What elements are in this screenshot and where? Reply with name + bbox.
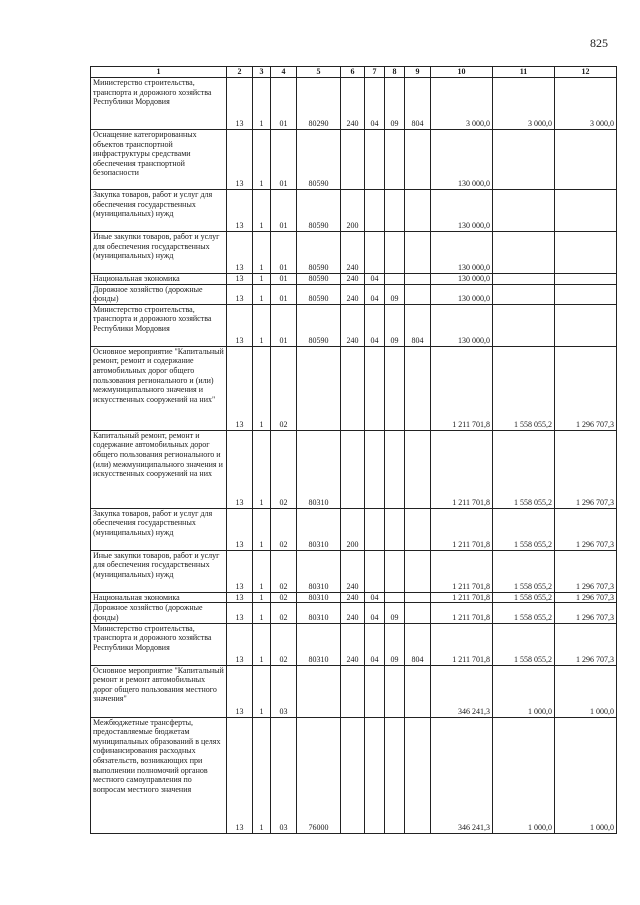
table-cell-col-9 bbox=[405, 603, 431, 623]
row-name-cell: Межбюджетные трансферты, предоставляемые бюджетам муниципальных образований в целях софинансирования расходных обязательств, возникающих при выполнении полномочий органов местного самоуправления по вопросам местного значения bbox=[91, 717, 227, 833]
table-cell-col-9 bbox=[405, 665, 431, 717]
table-cell-col-5 bbox=[297, 346, 341, 430]
table-cell-col-8: 09 bbox=[385, 304, 405, 346]
table-cell-col-2: 13 bbox=[227, 550, 253, 592]
table-cell-col-10: 130 000,0 bbox=[431, 130, 493, 190]
table-cell-col-10: 1 211 701,8 bbox=[431, 508, 493, 550]
column-header-2: 2 bbox=[227, 67, 253, 78]
table-cell-col-7: 04 bbox=[365, 284, 385, 304]
table-cell-col-11: 1 000,0 bbox=[493, 717, 555, 833]
table-cell-col-3: 1 bbox=[253, 603, 271, 623]
table-cell-col-10: 1 211 701,8 bbox=[431, 550, 493, 592]
table-cell-col-2: 13 bbox=[227, 508, 253, 550]
table-cell-col-6: 240 bbox=[341, 78, 365, 130]
table-cell-col-4: 02 bbox=[271, 623, 297, 665]
column-header-7: 7 bbox=[365, 67, 385, 78]
table-cell-col-3: 1 bbox=[253, 665, 271, 717]
column-header-10: 10 bbox=[431, 67, 493, 78]
table-cell-col-9: 804 bbox=[405, 78, 431, 130]
table-cell-col-4: 01 bbox=[271, 304, 297, 346]
table-cell-col-6: 240 bbox=[341, 592, 365, 603]
table-cell-col-12 bbox=[555, 304, 617, 346]
table-row bbox=[91, 274, 617, 285]
table-row bbox=[91, 623, 617, 665]
table-cell-col-8 bbox=[385, 717, 405, 833]
table-cell-col-10: 346 241,3 bbox=[431, 717, 493, 833]
table-cell-col-3: 1 bbox=[253, 190, 271, 232]
table-cell-col-6: 240 bbox=[341, 274, 365, 285]
table-cell-col-12: 1 296 707,3 bbox=[555, 592, 617, 603]
table-cell-col-3: 1 bbox=[253, 430, 271, 508]
table-cell-col-5: 80590 bbox=[297, 190, 341, 232]
table-cell-col-8 bbox=[385, 190, 405, 232]
table-cell-col-7: 04 bbox=[365, 592, 385, 603]
table-cell-col-5: 80310 bbox=[297, 592, 341, 603]
table-cell-col-10: 130 000,0 bbox=[431, 274, 493, 285]
table-cell-col-9 bbox=[405, 550, 431, 592]
table-cell-col-9 bbox=[405, 430, 431, 508]
table-cell-col-11: 1 558 055,2 bbox=[493, 550, 555, 592]
table-cell-col-6: 200 bbox=[341, 190, 365, 232]
table-cell-col-12: 1 000,0 bbox=[555, 717, 617, 833]
table-cell-col-7 bbox=[365, 717, 385, 833]
row-name-cell: Основное мероприятие "Капитальный ремонт и ремонт автомобильных дорог общего пользования местного значения" bbox=[91, 665, 227, 717]
table-cell-col-10: 1 211 701,8 bbox=[431, 603, 493, 623]
table-cell-col-3: 1 bbox=[253, 346, 271, 430]
table-row bbox=[91, 665, 617, 717]
table-cell-col-2: 13 bbox=[227, 592, 253, 603]
table-cell-col-11 bbox=[493, 304, 555, 346]
table-cell-col-4: 01 bbox=[271, 274, 297, 285]
table-cell-col-5: 80310 bbox=[297, 508, 341, 550]
table-cell-col-9: 804 bbox=[405, 623, 431, 665]
table-cell-col-11: 1 558 055,2 bbox=[493, 603, 555, 623]
row-name-cell: Закупка товаров, работ и услуг для обеспечения государственных (муниципальных) нужд bbox=[91, 190, 227, 232]
table-cell-col-12: 1 296 707,3 bbox=[555, 346, 617, 430]
table-cell-col-5: 80310 bbox=[297, 430, 341, 508]
table-cell-col-2: 13 bbox=[227, 274, 253, 285]
table-cell-col-5: 80590 bbox=[297, 232, 341, 274]
table-cell-col-7 bbox=[365, 346, 385, 430]
table-cell-col-3: 1 bbox=[253, 304, 271, 346]
table-cell-col-10: 1 211 701,8 bbox=[431, 623, 493, 665]
table-cell-col-6 bbox=[341, 346, 365, 430]
table-cell-col-9 bbox=[405, 717, 431, 833]
row-name-cell: Капитальный ремонт, ремонт и содержание автомобильных дорог общего пользования регионального и (или) межмуниципального значения и искусственных сооружений на них bbox=[91, 430, 227, 508]
table-row bbox=[91, 592, 617, 603]
table-cell-col-6: 240 bbox=[341, 550, 365, 592]
table-cell-col-6: 240 bbox=[341, 284, 365, 304]
table-cell-col-4: 01 bbox=[271, 78, 297, 130]
table-cell-col-11 bbox=[493, 284, 555, 304]
table-row bbox=[91, 304, 617, 346]
table-cell-col-4: 01 bbox=[271, 284, 297, 304]
table-cell-col-9 bbox=[405, 232, 431, 274]
table-cell-col-2: 13 bbox=[227, 665, 253, 717]
row-name-cell: Иные закупки товаров, работ и услуг для обеспечения государственных (муниципальных) нужд bbox=[91, 550, 227, 592]
table-cell-col-3: 1 bbox=[253, 130, 271, 190]
table-cell-col-7: 04 bbox=[365, 623, 385, 665]
table-cell-col-4: 01 bbox=[271, 232, 297, 274]
table-cell-col-8 bbox=[385, 550, 405, 592]
table-cell-col-2: 13 bbox=[227, 232, 253, 274]
table-cell-col-7 bbox=[365, 550, 385, 592]
table-cell-col-9 bbox=[405, 274, 431, 285]
table-row bbox=[91, 346, 617, 430]
table-cell-col-11: 1 558 055,2 bbox=[493, 346, 555, 430]
table-cell-col-11: 3 000,0 bbox=[493, 78, 555, 130]
table-row bbox=[91, 284, 617, 304]
table-cell-col-11 bbox=[493, 130, 555, 190]
table-cell-col-7 bbox=[365, 190, 385, 232]
table-cell-col-10: 130 000,0 bbox=[431, 304, 493, 346]
table-row bbox=[91, 190, 617, 232]
table-cell-col-5: 80590 bbox=[297, 130, 341, 190]
table-cell-col-6: 200 bbox=[341, 508, 365, 550]
table-cell-col-8 bbox=[385, 232, 405, 274]
column-header-11: 11 bbox=[493, 67, 555, 78]
table-cell-col-11: 1 558 055,2 bbox=[493, 430, 555, 508]
table-cell-col-12: 3 000,0 bbox=[555, 78, 617, 130]
table-cell-col-3: 1 bbox=[253, 623, 271, 665]
table-cell-col-12 bbox=[555, 232, 617, 274]
table-cell-col-12 bbox=[555, 274, 617, 285]
table-cell-col-11 bbox=[493, 190, 555, 232]
row-name-cell: Национальная экономика bbox=[91, 592, 227, 603]
table-cell-col-3: 1 bbox=[253, 232, 271, 274]
table-cell-col-8 bbox=[385, 346, 405, 430]
table-cell-col-4: 02 bbox=[271, 550, 297, 592]
table-cell-col-8 bbox=[385, 430, 405, 508]
table-cell-col-9 bbox=[405, 592, 431, 603]
table-cell-col-3: 1 bbox=[253, 78, 271, 130]
table-cell-col-10: 130 000,0 bbox=[431, 190, 493, 232]
table-cell-col-11 bbox=[493, 274, 555, 285]
table-cell-col-4: 01 bbox=[271, 190, 297, 232]
table-cell-col-7: 04 bbox=[365, 78, 385, 130]
row-name-cell: Дорожное хозяйство (дорожные фонды) bbox=[91, 284, 227, 304]
row-name-cell: Дорожное хозяйство (дорожные фонды) bbox=[91, 603, 227, 623]
table-cell-col-3: 1 bbox=[253, 284, 271, 304]
table-cell-col-7: 04 bbox=[365, 274, 385, 285]
table-cell-col-10: 346 241,3 bbox=[431, 665, 493, 717]
table-cell-col-8 bbox=[385, 130, 405, 190]
table-row bbox=[91, 130, 617, 190]
table-cell-col-12: 1 296 707,3 bbox=[555, 430, 617, 508]
table-cell-col-4: 02 bbox=[271, 592, 297, 603]
table-cell-col-6 bbox=[341, 130, 365, 190]
row-name-cell: Министерство строительства, транспорта и дорожного хозяйства Республики Мордовия bbox=[91, 623, 227, 665]
table-cell-col-4: 02 bbox=[271, 430, 297, 508]
table-cell-col-12: 1 000,0 bbox=[555, 665, 617, 717]
table-row bbox=[91, 78, 617, 130]
table-cell-col-11: 1 558 055,2 bbox=[493, 592, 555, 603]
table-cell-col-2: 13 bbox=[227, 717, 253, 833]
table-cell-col-5 bbox=[297, 665, 341, 717]
table-cell-col-7 bbox=[365, 430, 385, 508]
table-cell-col-10: 130 000,0 bbox=[431, 232, 493, 274]
table-cell-col-9 bbox=[405, 284, 431, 304]
table-cell-col-9: 804 bbox=[405, 304, 431, 346]
table-cell-col-5: 80590 bbox=[297, 284, 341, 304]
column-header-12: 12 bbox=[555, 67, 617, 78]
row-name-cell: Основное мероприятие "Капитальный ремонт, ремонт и содержание автомобильных дорог общего пользования регионального и (или) межмуниципального значения и искусственных сооружений на них" bbox=[91, 346, 227, 430]
table-cell-col-7: 04 bbox=[365, 603, 385, 623]
row-name-cell: Закупка товаров, работ и услуг для обеспечения государственных (муниципальных) нужд bbox=[91, 508, 227, 550]
table-cell-col-2: 13 bbox=[227, 78, 253, 130]
table-cell-col-3: 1 bbox=[253, 508, 271, 550]
table-cell-col-8: 09 bbox=[385, 78, 405, 130]
table-cell-col-10: 3 000,0 bbox=[431, 78, 493, 130]
header-row bbox=[91, 67, 617, 78]
row-name-cell: Национальная экономика bbox=[91, 274, 227, 285]
row-name-cell: Оснащение категорированных объектов транспортной инфраструктуры средствами обеспечения транспортной безопасности bbox=[91, 130, 227, 190]
table-cell-col-5: 80310 bbox=[297, 550, 341, 592]
table-row bbox=[91, 232, 617, 274]
table-cell-col-4: 03 bbox=[271, 717, 297, 833]
table-cell-col-5: 80590 bbox=[297, 304, 341, 346]
table-cell-col-8 bbox=[385, 592, 405, 603]
row-name-cell: Иные закупки товаров, работ и услуг для обеспечения государственных (муниципальных) нужд bbox=[91, 232, 227, 274]
table-cell-col-6: 240 bbox=[341, 603, 365, 623]
table-cell-col-10: 130 000,0 bbox=[431, 284, 493, 304]
table-cell-col-5: 80590 bbox=[297, 274, 341, 285]
table-cell-col-5: 80310 bbox=[297, 603, 341, 623]
table-cell-col-2: 13 bbox=[227, 130, 253, 190]
table-cell-col-9 bbox=[405, 346, 431, 430]
table-cell-col-5: 80290 bbox=[297, 78, 341, 130]
table-row bbox=[91, 603, 617, 623]
table-cell-col-4: 02 bbox=[271, 508, 297, 550]
table-cell-col-4: 03 bbox=[271, 665, 297, 717]
table-cell-col-2: 13 bbox=[227, 603, 253, 623]
table-cell-col-8 bbox=[385, 665, 405, 717]
table-cell-col-10: 1 211 701,8 bbox=[431, 430, 493, 508]
table-cell-col-6 bbox=[341, 430, 365, 508]
table-cell-col-10: 1 211 701,8 bbox=[431, 592, 493, 603]
column-header-4: 4 bbox=[271, 67, 297, 78]
table-cell-col-9 bbox=[405, 508, 431, 550]
column-header-5: 5 bbox=[297, 67, 341, 78]
page-number: 825 bbox=[590, 36, 608, 50]
table-cell-col-8: 09 bbox=[385, 284, 405, 304]
row-name-cell: Министерство строительства, транспорта и дорожного хозяйства Республики Мордовия bbox=[91, 304, 227, 346]
table-cell-col-12 bbox=[555, 284, 617, 304]
table-cell-col-10: 1 211 701,8 bbox=[431, 346, 493, 430]
table-cell-col-2: 13 bbox=[227, 304, 253, 346]
column-header-1: 1 bbox=[91, 67, 227, 78]
table-cell-col-3: 1 bbox=[253, 592, 271, 603]
table-cell-col-4: 02 bbox=[271, 346, 297, 430]
table-cell-col-7 bbox=[365, 130, 385, 190]
table-cell-col-6 bbox=[341, 717, 365, 833]
table-cell-col-4: 02 bbox=[271, 603, 297, 623]
table-cell-col-11: 1 558 055,2 bbox=[493, 623, 555, 665]
table-cell-col-12: 1 296 707,3 bbox=[555, 623, 617, 665]
table-row bbox=[91, 717, 617, 833]
table-cell-col-11: 1 558 055,2 bbox=[493, 508, 555, 550]
table-row bbox=[91, 508, 617, 550]
table-cell-col-7: 04 bbox=[365, 304, 385, 346]
table-cell-col-11 bbox=[493, 232, 555, 274]
table-cell-col-7 bbox=[365, 508, 385, 550]
table-cell-col-8: 09 bbox=[385, 623, 405, 665]
table-cell-col-7 bbox=[365, 665, 385, 717]
table-cell-col-9 bbox=[405, 190, 431, 232]
table-row bbox=[91, 430, 617, 508]
table-row bbox=[91, 550, 617, 592]
budget-table bbox=[90, 66, 617, 834]
table-cell-col-4: 01 bbox=[271, 130, 297, 190]
table-cell-col-6: 240 bbox=[341, 304, 365, 346]
table-cell-col-8: 09 bbox=[385, 603, 405, 623]
table-cell-col-5: 80310 bbox=[297, 623, 341, 665]
table-cell-col-12 bbox=[555, 130, 617, 190]
row-name-cell: Министерство строительства, транспорта и дорожного хозяйства Республики Мордовия bbox=[91, 78, 227, 130]
table-cell-col-3: 1 bbox=[253, 274, 271, 285]
table-cell-col-11: 1 000,0 bbox=[493, 665, 555, 717]
column-header-9: 9 bbox=[405, 67, 431, 78]
table-cell-col-3: 1 bbox=[253, 550, 271, 592]
table-cell-col-7 bbox=[365, 232, 385, 274]
column-header-6: 6 bbox=[341, 67, 365, 78]
table-cell-col-8 bbox=[385, 508, 405, 550]
table-cell-col-12 bbox=[555, 190, 617, 232]
table-cell-col-2: 13 bbox=[227, 430, 253, 508]
column-header-8: 8 bbox=[385, 67, 405, 78]
table-cell-col-2: 13 bbox=[227, 284, 253, 304]
table-cell-col-9 bbox=[405, 130, 431, 190]
table-cell-col-12: 1 296 707,3 bbox=[555, 603, 617, 623]
table-cell-col-2: 13 bbox=[227, 623, 253, 665]
column-header-3: 3 bbox=[253, 67, 271, 78]
table-cell-col-5: 76000 bbox=[297, 717, 341, 833]
table-cell-col-2: 13 bbox=[227, 346, 253, 430]
table-cell-col-3: 1 bbox=[253, 717, 271, 833]
table-cell-col-6: 240 bbox=[341, 232, 365, 274]
table-cell-col-12: 1 296 707,3 bbox=[555, 550, 617, 592]
table-cell-col-6: 240 bbox=[341, 623, 365, 665]
table-cell-col-12: 1 296 707,3 bbox=[555, 508, 617, 550]
table-cell-col-8 bbox=[385, 274, 405, 285]
table-cell-col-6 bbox=[341, 665, 365, 717]
table-cell-col-2: 13 bbox=[227, 190, 253, 232]
